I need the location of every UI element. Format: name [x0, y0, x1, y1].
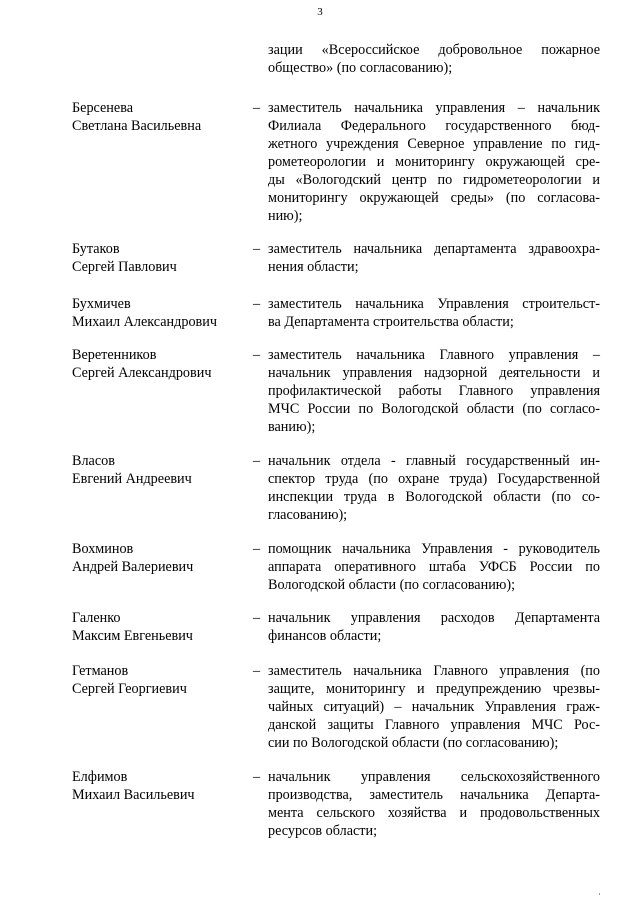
entry-dash: –	[253, 541, 261, 557]
member-surname: Власов	[72, 453, 115, 469]
position-line: мониторингу окружающей среды» (по согласова-	[268, 190, 600, 206]
entry-dash: –	[253, 100, 261, 116]
member-surname: Бухмичев	[72, 296, 131, 312]
position-line: Филиала Федерального государственного бюд-	[268, 118, 600, 134]
member-given-names: Сергей Георгиевич	[72, 681, 187, 697]
entry-dash: –	[253, 241, 261, 257]
entry-dash: –	[253, 663, 261, 679]
position-line: данской защиты Главного управления МЧС Рос-	[268, 717, 600, 733]
position-line: заместитель начальника управления – начальник	[268, 100, 600, 116]
member-given-names: Евгений Андреевич	[72, 471, 192, 487]
member-given-names: Светлана Васильевна	[72, 118, 202, 134]
scan-mark	[599, 893, 600, 895]
position-line: профилактической работы Главного управления	[268, 383, 600, 399]
entry-dash: –	[253, 453, 261, 469]
position-line: финансов области;	[268, 628, 382, 644]
position-line: жетного учреждения Северное управление по гид-	[268, 136, 600, 152]
position-line: МЧС России по Вологодской области (по согласо-	[268, 401, 600, 417]
position-line: ды «Вологодский центр по гидрометеорологии и	[268, 172, 600, 188]
entry-dash: –	[253, 347, 261, 363]
position-line: начальник управления сельскохозяйственного	[268, 769, 600, 785]
position-line: производства, заместитель начальника Департа-	[268, 787, 600, 803]
member-surname: Елфимов	[72, 769, 128, 785]
position-line: заместитель начальника Управления строительст-	[268, 296, 600, 312]
member-given-names: Михаил Александрович	[72, 314, 217, 330]
member-surname: Гетманов	[72, 663, 129, 679]
position-line: чайных ситуаций) – начальник Управления граж-	[268, 699, 600, 715]
continuation-line: общество» (по согласованию);	[268, 60, 453, 76]
position-line: нения области;	[268, 259, 359, 275]
position-line: рометеорологии и мониторингу окружающей сре-	[268, 154, 600, 170]
position-line: ванию);	[268, 419, 316, 435]
continuation-line: зации «Всероссийское добровольное пожарное	[268, 42, 600, 58]
position-line: ва Департамента строительства области;	[268, 314, 514, 330]
member-surname: Веретенников	[72, 347, 157, 363]
position-line: инспекции труда в Вологодской области (по со-	[268, 489, 600, 505]
position-line: сии по Вологодской области (по согласованию);	[268, 735, 559, 751]
position-line: нию);	[268, 208, 303, 224]
position-line: Вологодской области (по согласованию);	[268, 577, 516, 593]
member-surname: Бутаков	[72, 241, 120, 257]
member-surname: Галенко	[72, 610, 121, 626]
position-line: заместитель начальника Главного управления –	[268, 347, 600, 363]
member-given-names: Михаил Васильевич	[72, 787, 195, 803]
member-given-names: Андрей Валериевич	[72, 559, 194, 575]
position-line: защите, мониторингу и предупреждению чрезвы-	[268, 681, 600, 697]
entry-dash: –	[253, 610, 261, 626]
position-line: начальник отдела - главный государственный ин-	[268, 453, 600, 469]
position-line: заместитель начальника Главного управления (по	[268, 663, 600, 679]
page-number: 3	[317, 6, 323, 18]
position-line: начальник управления надзорной деятельности и	[268, 365, 600, 381]
member-given-names: Максим Евгеньевич	[72, 628, 193, 644]
member-surname: Вохминов	[72, 541, 134, 557]
position-line: помощник начальника Управления - руководитель	[268, 541, 600, 557]
entry-dash: –	[253, 296, 261, 312]
position-line: заместитель начальника департамента здравоохра-	[268, 241, 600, 257]
member-surname: Берсенева	[72, 100, 134, 116]
position-line: гласованию);	[268, 507, 348, 523]
position-line: начальник управления расходов Департамента	[268, 610, 600, 626]
member-given-names: Сергей Александрович	[72, 365, 212, 381]
position-line: спектор труда (по охране труда) Государственной	[268, 471, 600, 487]
position-line: ресурсов области;	[268, 823, 378, 839]
position-line: аппарата оперативного штаба УФСБ России по	[268, 559, 600, 575]
position-line: мента сельского хозяйства и продовольственных	[268, 805, 600, 821]
entry-dash: –	[253, 769, 261, 785]
member-given-names: Сергей Павлович	[72, 259, 177, 275]
